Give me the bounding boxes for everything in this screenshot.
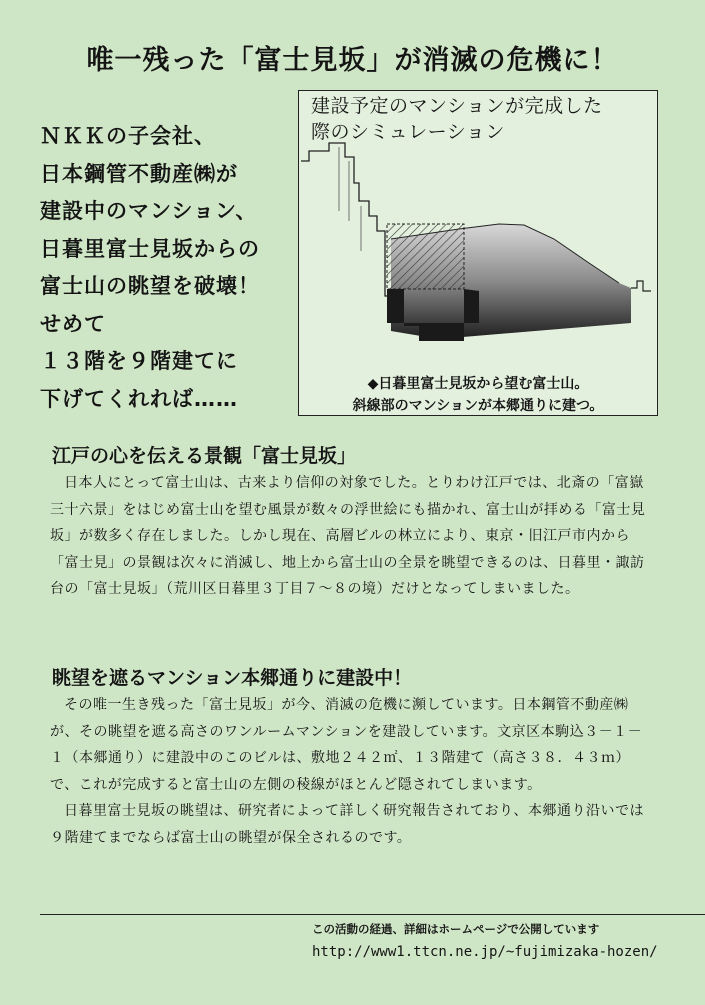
homepage-url[interactable]: http://www1.ttcn.ne.jp/~fujimizaka-hozen/ (312, 944, 658, 960)
simulation-caption: ◆日暮里富士見坂から望む富士山。 (367, 376, 589, 392)
section-heading: 眺望を遮るマンション本郷通りに建設中！ (52, 667, 413, 689)
lead-line: 富士山の眺望を破壊！ (40, 274, 260, 298)
section-body (50, 470, 650, 603)
page-title: 唯一残った「富士見坂」が消滅の危機に！ (86, 45, 619, 76)
section-body (50, 692, 650, 851)
lead-line: 日暮里富士見坂からの (40, 236, 260, 261)
section-heading: 江戸の心を伝える景観「富士見坂」 (52, 445, 357, 467)
paragraph: 日暮里富士見坂の眺望は、研究者によって詳しく研究報告されており、本郷通り沿いでは９階建てまでならば富士山の眺望が保全されるのです。 (50, 803, 644, 846)
lead-line: 下げてくれれば…… (40, 386, 238, 411)
lead-line: １３階を９階建てに (40, 349, 238, 373)
lead-line: ＮＫＫの子会社、 (40, 124, 216, 148)
simulation-figure (298, 90, 658, 416)
simulation-illustration (299, 91, 657, 371)
simulation-title-line: 建設予定のマンションが完成した (311, 95, 603, 117)
footer-divider (40, 914, 705, 915)
lead-line: せめて (40, 311, 106, 336)
simulation-caption: 斜線部のマンションが本郷通りに建つ。 (352, 398, 604, 414)
planned-building-hatched (387, 224, 464, 289)
lead-text (40, 118, 300, 418)
lead-line: 日本鋼管不動産㈱が (40, 161, 238, 186)
skyline-outline (301, 143, 391, 301)
lead-line: 建設中のマンション、 (40, 199, 258, 223)
simulation-title-line: 際のシミュレーション (311, 121, 505, 143)
paragraph: 日本人にとって富士山は、古来より信仰の対象でした。とりわけ江戸では、北斎の「富嶽三十六景」をはじめ富士山を望む風景が数々の浮世絵にも描かれ、富士山が拝める「富士見坂」が数多く存在しました。しかし現在、高層ビルの林立により、東京・旧江戸市内から「富士見」の景観は次々に消滅し、地上から富士山の全景を眺望できるのは、日暮里・諏訪台の「富士見坂」（荒川区日暮里３丁目７〜８の境）だけとなってしまいました。 (50, 475, 646, 597)
footer-note: この活動の経過、詳細はホームページで公開しています (312, 922, 600, 936)
paragraph: その唯一生き残った「富士見坂」が今、消滅の危機に瀕しています。日本鋼管不動産㈱が、その眺望を遮る高さのワンルームマンションを建設しています。文京区本駒込３－１－１（本郷通り）に建設中のこのビルは、敷地２４２㎡、１３階建て（高さ３８．４３ｍ）で、これが完成すると富士山の左側の稜線がほとんど隠されてしまいます。 (50, 697, 643, 793)
